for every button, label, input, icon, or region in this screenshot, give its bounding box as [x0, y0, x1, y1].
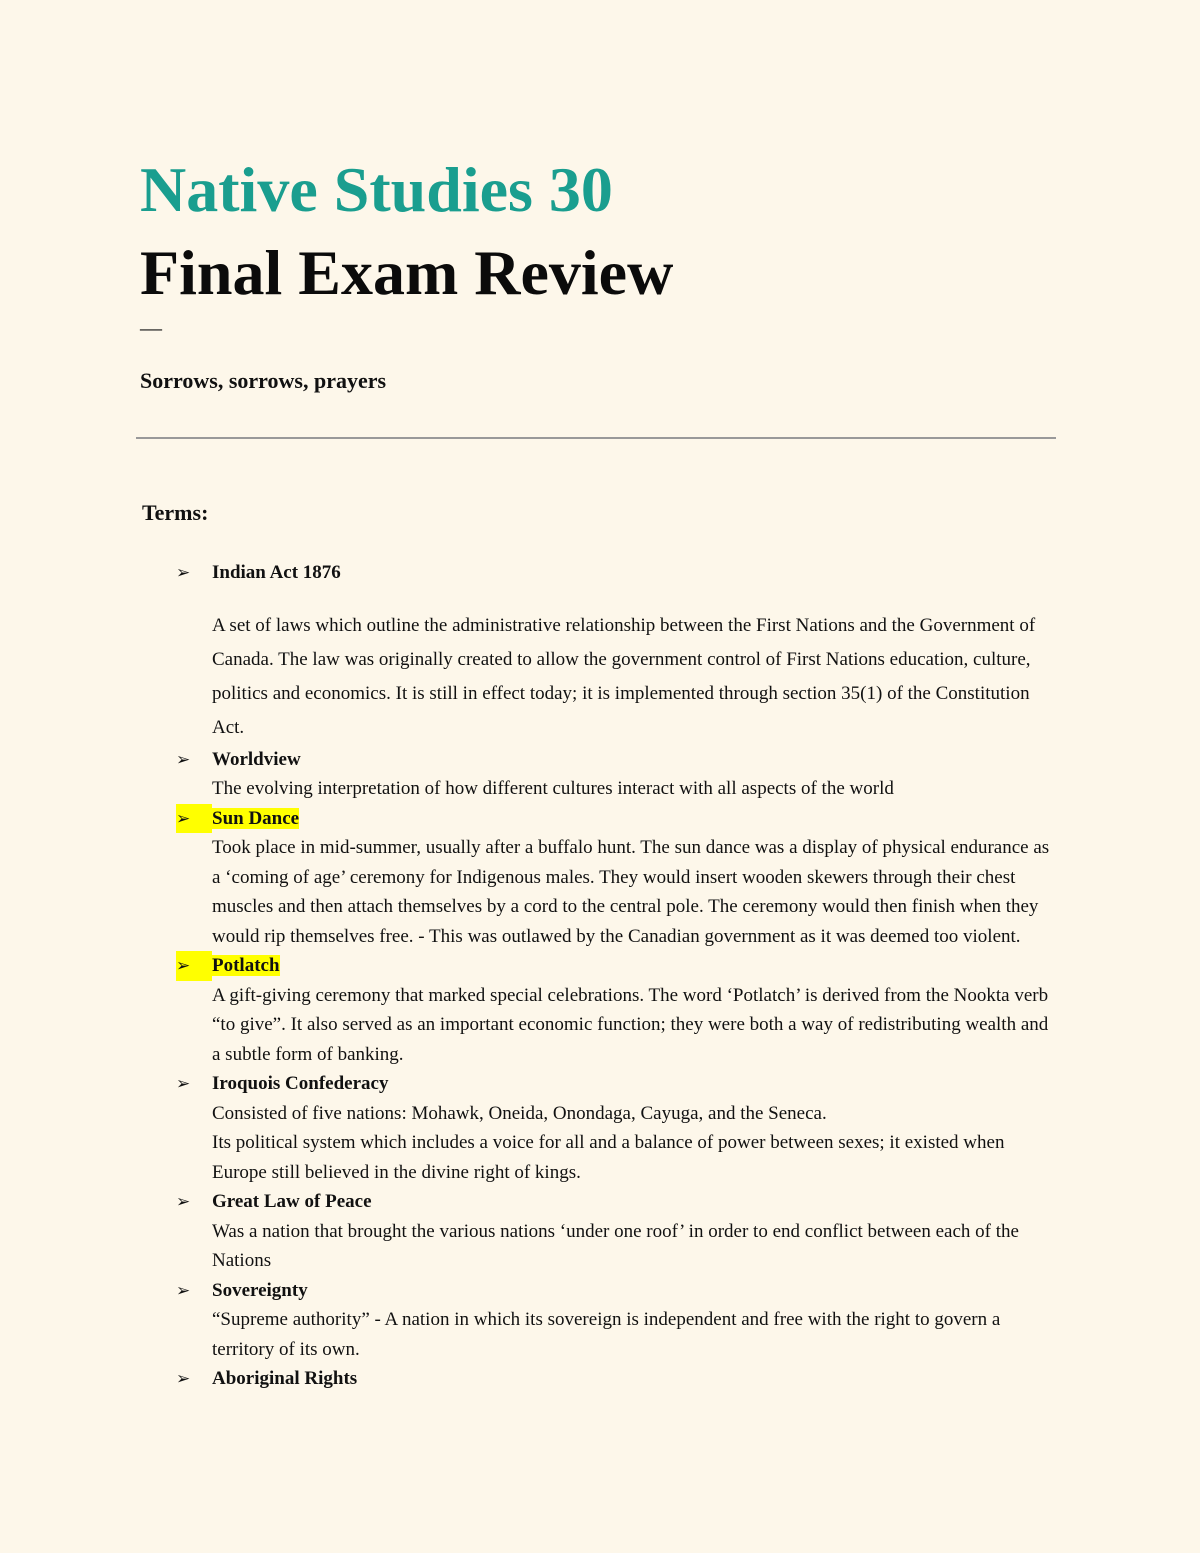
arrow-bullet-icon: ➢: [176, 804, 212, 834]
terms-list: [176, 558, 1061, 1394]
term-description: Consisted of five nations: Mohawk, Oneida, Onondaga, Cayuga, and the Seneca.: [212, 1102, 827, 1124]
terms-heading: Terms:: [142, 500, 209, 525]
term-name: Sun Dance: [212, 807, 300, 829]
arrow-bullet-icon: ➢: [176, 1369, 191, 1388]
arrow-bullet-icon: ➢: [176, 1280, 191, 1300]
term-potlatch: [176, 951, 1061, 1069]
term-description: Took place in mid-summer, usually after a buffalo hunt. The sun dance was a display of physical endurance as a ‘coming of age’ ceremony for Indigenous males. They would insert wooden skewers through their chest muscles and then attach themselves by a cord to the central pole. The ceremony would then finish when they would rip themselves free. - This was outlawed by the Canadian government as it was deemed too violent.: [212, 837, 1050, 947]
term-iroquois-confederacy: [176, 1069, 1061, 1187]
term-description: “Supreme authority” - A nation in which its sovereign is independent and free with the right to govern a territory of its own.: [212, 1309, 1001, 1360]
term-sun-dance: [176, 804, 1061, 952]
term-description: A set of laws which outline the administrative relationship between the First Nations and the Government of Canada. The law was originally created to allow the government control of First Nations education, culture, politics and economics. It is still in effect today; it is implemented through section 35(1) of the Constitution Act.: [212, 614, 1036, 738]
term-description: Was a nation that brought the various nations ‘under one roof’ in order to end conflict between each of the Nations: [212, 1220, 1019, 1271]
horizontal-divider: [136, 437, 1056, 439]
term-great-law-of-peace: [176, 1187, 1061, 1276]
term-name: Worldview: [212, 748, 301, 770]
term-name: Indian Act 1876: [212, 562, 341, 583]
term-sovereignty: [176, 1276, 1061, 1365]
term-description: The evolving interpretation of how different cultures interact with all aspects of the world: [212, 778, 894, 799]
term-worldview: [176, 745, 1061, 804]
term-name: Potlatch: [212, 955, 280, 976]
term-name: Great Law of Peace: [212, 1191, 372, 1212]
arrow-bullet-icon: ➢: [176, 563, 191, 582]
term-description: A gift-giving ceremony that marked special celebrations. The word ‘Potlatch’ is derived from the Nookta verb “to give”. It also served as an important economic function; they were both a way of redistributing wealth and a subtle form of banking.: [212, 984, 1049, 1065]
document-subtitle: Final Exam Review: [140, 237, 674, 308]
term-description: Its political system which includes a voice for all and a balance of power between sexes; it existed when Europe still believed in the divine right of kings.: [212, 1132, 1005, 1183]
tagline: Sorrows, sorrows, prayers: [140, 368, 387, 393]
arrow-bullet-icon: ➢: [176, 749, 191, 769]
term-indian-act: [176, 558, 1061, 745]
arrow-bullet-icon: ➢: [176, 951, 212, 981]
term-name: Iroquois Confederacy: [212, 1073, 389, 1094]
page-content: [140, 150, 1058, 1389]
term-aboriginal-rights: [176, 1364, 1061, 1394]
term-name: Aboriginal Rights: [212, 1368, 358, 1389]
document-title: Native Studies 30: [140, 154, 613, 225]
term-name: Sovereignty: [212, 1279, 308, 1301]
title-dash: —: [140, 315, 162, 340]
arrow-bullet-icon: ➢: [176, 1074, 191, 1093]
arrow-bullet-icon: ➢: [176, 1192, 191, 1211]
